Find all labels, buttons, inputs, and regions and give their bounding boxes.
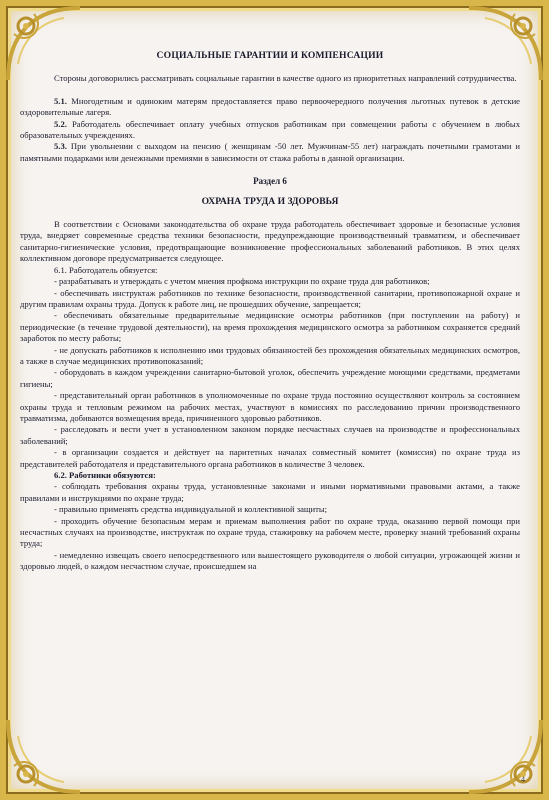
section-6-intro: В соответствии с Основами законодательства об охране труда работодатель обеспечивает здоровые и безопасные условия труда, внедряет современные средства техники безопасности, предупреждающие производственный травматизм, и обеспечивает санитарно-гигиенические условия, предотвращающие возникновение профессиональных заболеваний работников. В этих целях коллективном договоре предусматривается следующее.	[20, 219, 520, 264]
section-title: ОХРАНА ТРУДА И ЗДОРОВЬЯ	[201, 195, 339, 207]
list-item: - оборудовать в каждом учреждении санитарно-бытовой уголок, обеспечить учреждение моющими средствами, предметами гигиены;	[20, 367, 520, 389]
list-item: - проходить обучение безопасным мерам и приемам выполнения работ по охране труда, оказанию первой помощи при несчастных случаях на производстве, инструктаж по охране труда, стажировку на рабочем месте, проверку знаний требований охраны труда;	[20, 515, 520, 549]
clause-text: Работодатель обеспечивает оплату учебных отпусков работникам при совмещении работы с обучением в любых образовательных учреждениях.	[20, 118, 520, 141]
clause-6-1: 6.1. Работодатель обязуется:	[54, 264, 158, 275]
clause-5-1	[20, 96, 520, 119]
intro-paragraph: Стороны договорились рассматривать социальные гарантии в качестве одного из приоритетных направлений сотрудничества.	[54, 73, 517, 84]
section-label: Раздел 6	[253, 176, 287, 187]
list-item: - в организации создается и действует на паритетных началах совместный комитет (комиссия) по охране труда из представителей работодателя и представительного органа работников в количестве 3 человек.	[20, 447, 520, 469]
list-item: - обеспечивать инструктаж работников по технике безопасности, производственной санитарии, противопожарной охране и другим правилам охраны труда. Допуск к работе лиц, не прошедших обучение, запрещается;	[20, 287, 520, 309]
list-item: - правильно применять средства индивидуальной и коллективной защиты;	[54, 504, 328, 515]
clause-6-2: 6.2. Работники обязуются:	[54, 470, 156, 480]
list-item: - обеспечивать обязательные предварительные медицинские осмотры работников (при поступлении на работу) и периодические (в течение трудовой деятельности), на время прохождения медицинского осмотра за работником сохраняется средний заработок по месту работы;	[20, 310, 520, 344]
clause-number: 5.3.	[54, 141, 67, 152]
clause-text: Многодетным и одиноким матерям предоставляется право первоочередного получения льготных путевок в детские оздоровительные лагеря.	[20, 95, 520, 118]
clause-number: 5.2.	[54, 118, 67, 129]
page-number: 4	[521, 775, 525, 784]
list-item: - представительный орган работников в уполномоченные по охране труда постоянно осуществляют контроль за состоянием охраны труда и тепловым режимом на рабочих местах, участвуют в комиссиях по расследованию причин производственного травматизма, добиваются возмещения вреда, причиненного здоровью работников.	[20, 390, 520, 423]
list-item: - расследовать и вести учет в установленном законом порядке несчастных случаев на производстве и профессиональных заболеваний;	[20, 424, 520, 446]
list-item: - разрабатывать и утверждать с учетом мнения профкома инструкции по охране труда для работников;	[54, 276, 430, 287]
clause-number: 5.1.	[54, 95, 67, 106]
clause-text: При увольнении с выходом на пенсию ( женщинам -50 лет. Мужчинам-55 лет) награждать почетными грамотами и памятными подарками или денежными премиями в зависимости от стажа работы в данной организации.	[20, 141, 520, 163]
list-item: - соблюдать требования охраны труда, установленные законами и иными нормативными правовыми актами, а также правилами и инструкциями по охране труда;	[20, 481, 520, 503]
document-page	[20, 50, 520, 760]
list-item: - не допускать работников к исполнению ими трудовых обязанностей без прохождения обязательных медицинских осмотров, а также в случае медицинских противопоказаний;	[20, 344, 520, 366]
list-item: - немедленно извещать своего непосредственного или вышестоящего руководителя о любой ситуации, угрожающей жизни и здоровью людей, о каждом несчастном случае, происшедшем на	[20, 549, 520, 572]
clause-5-3	[20, 141, 520, 164]
section-heading: СОЦИАЛЬНЫЕ ГАРАНТИИ И КОМПЕНСАЦИИ	[156, 50, 384, 61]
clause-5-2	[20, 119, 520, 142]
